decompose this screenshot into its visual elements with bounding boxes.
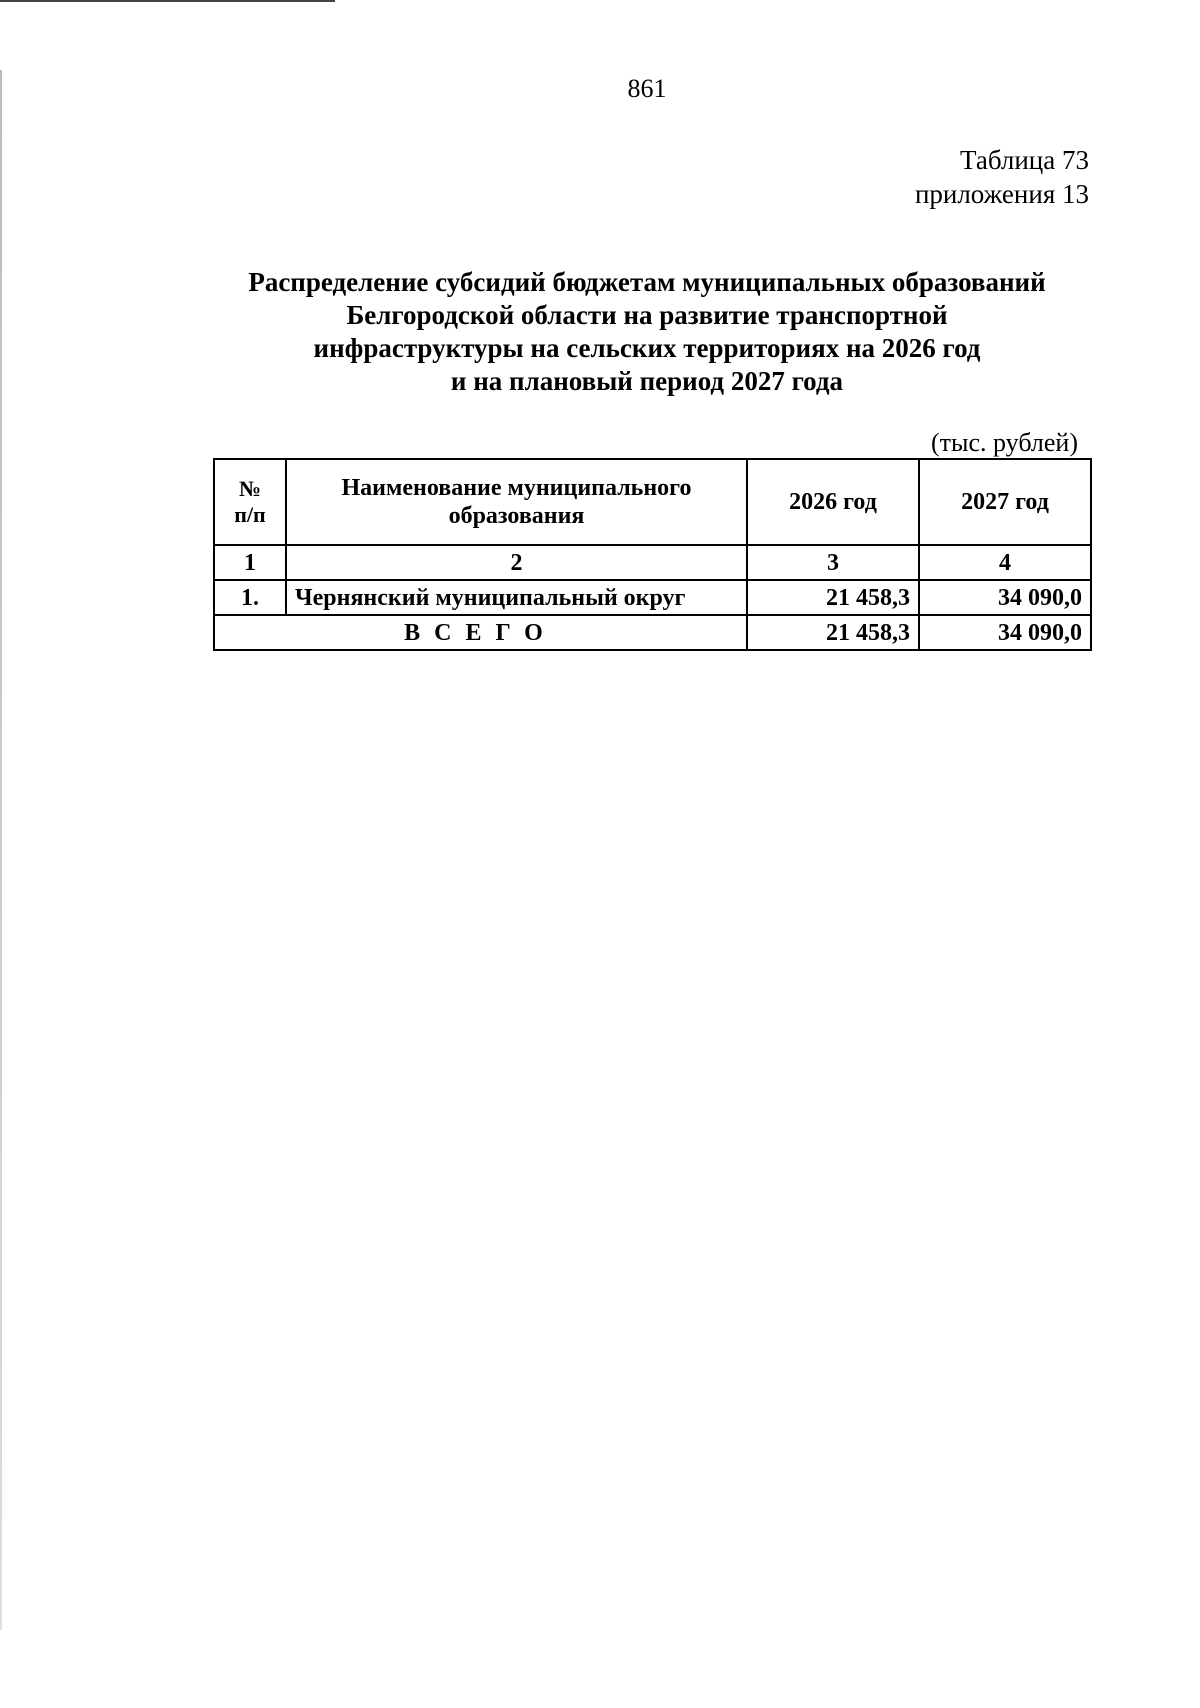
total-2026: 21 458,3 [747, 615, 919, 650]
table-header-row [214, 459, 1091, 545]
amount-2027: 34 090,0 [919, 580, 1091, 615]
header-number [214, 459, 286, 545]
header-number-sign: № [238, 476, 262, 501]
row-number: 1. [214, 580, 286, 615]
column-index: 2 [286, 545, 747, 580]
header-municipality-name [286, 459, 747, 545]
document-title [0, 266, 1200, 398]
column-index: 4 [919, 545, 1091, 580]
amount-2026: 21 458,3 [747, 580, 919, 615]
table-reference-number: Таблица 73 [960, 145, 1089, 175]
table-reference-appendix: приложения 13 [914, 179, 1089, 209]
column-index: 1 [214, 545, 286, 580]
scan-edge-top [0, 0, 335, 2]
total-label: ВСЕГО [214, 615, 747, 650]
title-line-3: инфраструктуры на сельских территориях на 2026 год [313, 333, 981, 363]
column-index-row [214, 545, 1091, 580]
total-row [214, 615, 1091, 650]
title-line-2: Белгородской области на развитие транспортной [346, 300, 948, 330]
title-line-4: и на плановый период 2027 года [450, 366, 844, 396]
total-2027: 34 090,0 [919, 615, 1091, 650]
table-row [214, 580, 1091, 615]
header-name-line-1: Наименование муниципального [341, 475, 692, 501]
allocation-table [213, 458, 1092, 651]
table-reference [915, 143, 1089, 211]
title-line-1: Распределение субсидий бюджетам муниципальных образований [248, 267, 1046, 297]
header-number-abbr: п/п [234, 502, 266, 527]
column-index: 3 [747, 545, 919, 580]
header-year-2027: 2027 год [919, 459, 1091, 545]
header-name-line-2: образования [448, 503, 585, 529]
header-year-2026: 2026 год [747, 459, 919, 545]
municipality-name: Чернянский муниципальный округ [286, 580, 747, 615]
units-note: (тыс. рублей) [930, 428, 1078, 457]
page-number: 861 [627, 74, 667, 103]
